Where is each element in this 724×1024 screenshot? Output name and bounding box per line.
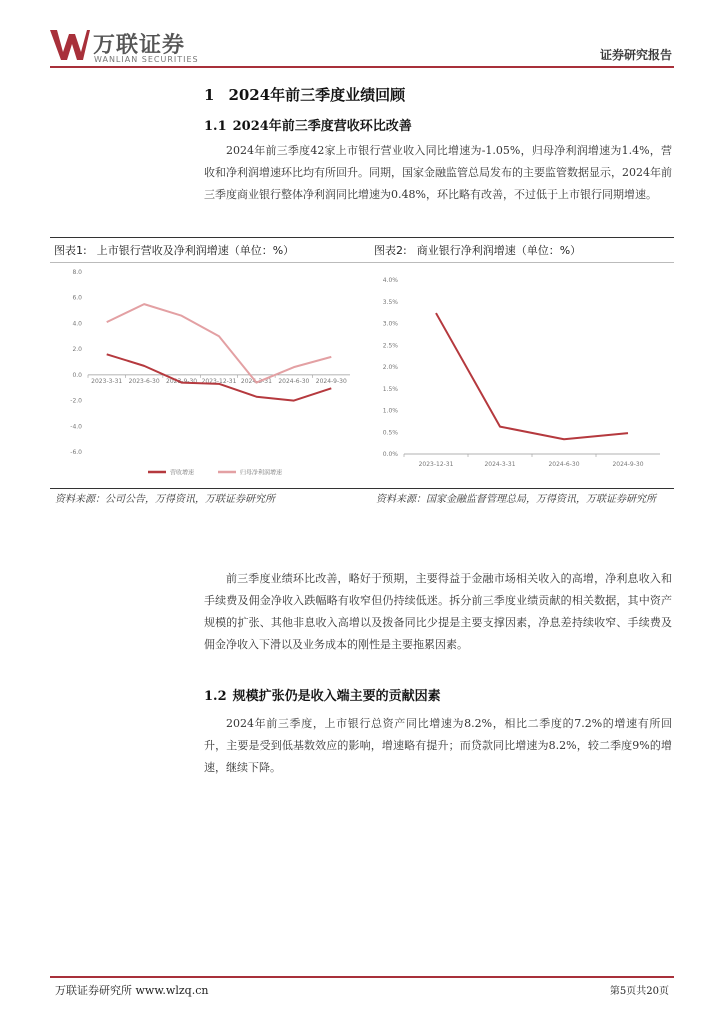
y-tick-label: -6.0	[70, 449, 82, 456]
x-tick-label: 2023-6-30	[128, 377, 160, 385]
figure2-title-text: 商业银行净利润增速（单位：%）	[416, 244, 582, 257]
figure1-label: 图表1:	[54, 244, 87, 257]
y-tick-label: 4.0	[72, 320, 82, 328]
section-number: 1	[204, 86, 215, 104]
subsection-number: 1.2	[204, 689, 227, 704]
x-tick-label: 2023-12-31	[201, 377, 237, 385]
y-tick-label: 2.0	[72, 346, 82, 354]
subsection-title: 规模扩张仍是收入端主要的贡献因素	[232, 689, 441, 704]
x-tick-label: 2024-6-30	[278, 377, 310, 385]
y-tick-label: 0.5%	[382, 429, 398, 437]
header-divider	[50, 66, 674, 68]
section-heading	[204, 84, 405, 105]
chart-revenue-profit-growth	[50, 262, 365, 484]
x-tick-label: 2023-3-31	[91, 377, 123, 385]
paragraph-revenue-growth: 2024年前三季度42家上市银行营业收入同比增速为-1.05%，归母净利润增速为1.4%，营收和净利润增速环比均有所回升。同期，国家金融监管总局发布的主要监管数据显示，2024年前三季度商业银行整体净利润同比增速为0.48%，环比略有改善，不过低于上市银行同期增速。	[204, 144, 672, 201]
x-tick-label: 2024-3-31	[484, 461, 516, 468]
subsection-heading-1-1	[204, 115, 412, 134]
paragraph-scale-expansion: 2024年前三季度，上市银行总资产同比增速为8.2%，相比二季度的7.2%的增速有所回升，主要是受到低基数效应的影响，增速略有提升；而贷款同比增速为8.2%，较二季度9%的增速，继续下降。	[204, 717, 672, 774]
y-tick-label: 4.0%	[382, 277, 398, 284]
y-tick-label: 8.0	[72, 269, 82, 276]
y-tick-label: -2.0	[70, 397, 82, 405]
subsection-number: 1.1	[204, 119, 227, 134]
footer-website: 万联证券研究所 www.wlzq.cn	[55, 984, 209, 997]
y-tick-label: 0.0	[72, 371, 82, 379]
logo-english: WANLIAN SECURITIES	[94, 55, 199, 64]
legend-label: 营收增速	[170, 469, 195, 477]
figure2-label: 图表2:	[374, 244, 407, 257]
logo-text: 万联证券	[93, 33, 186, 58]
y-tick-label: 1.0%	[382, 407, 398, 415]
x-tick-label: 2023-12-31	[418, 461, 454, 468]
y-tick-label: 2.0%	[382, 364, 398, 371]
y-tick-label: 1.5%	[382, 385, 398, 393]
section-title: 2024年前三季度业绩回顾	[228, 86, 406, 104]
figure1-title-text: 上市银行营收及净利润增速（单位：%）	[96, 244, 295, 257]
footer-divider	[50, 976, 674, 978]
figure1-source: 资料来源：公司公告，万得资讯，万联证券研究所	[55, 494, 275, 505]
y-tick-label: 3.5%	[382, 298, 398, 306]
figure2-title	[374, 242, 581, 258]
x-tick-label: 2024-3-31	[240, 377, 272, 385]
figure1-title	[54, 242, 294, 258]
x-tick-label: 2024-6-30	[548, 461, 580, 468]
report-type-label: 证券研究报告	[599, 48, 672, 62]
y-tick-label: 6.0	[72, 294, 82, 302]
y-tick-label: 3.0%	[382, 320, 398, 328]
paragraph-performance-analysis: 前三季度业绩环比改善，略好于预期，主要得益于金融市场相关收入的高增，净利息收入和手续费及佣金净收入跌幅略有收窄但仍持续低迷。拆分前三季度业绩贡献的相关数据，其中资产规模的扩张、其他非息收入高增以及拨备同比少提是主要支撑因素，净息差持续收窄、手续费及佣金净收入下滑以及业务成本的刚性是主要拖累因素。	[204, 572, 672, 651]
subsection-heading-1-2	[204, 685, 441, 704]
x-tick-label: 2024-9-30	[315, 377, 347, 385]
y-tick-label: 2.5%	[382, 342, 398, 350]
y-tick-label: -4.0	[70, 423, 82, 431]
figure-header-row	[50, 237, 674, 263]
figure-bottom-divider	[50, 488, 674, 489]
logo-w-icon	[50, 30, 90, 60]
subsection-title: 2024年前三季度营收环比改善	[232, 119, 412, 134]
chart-commercial-bank-profit-growth	[370, 262, 674, 484]
page-header	[0, 0, 724, 70]
series-line	[107, 304, 332, 382]
y-tick-label: 0.0%	[382, 451, 398, 458]
series-line	[436, 313, 628, 439]
footer-page-number: 第5页共20页	[609, 986, 669, 997]
x-tick-label: 2023-9-30	[166, 377, 198, 385]
x-tick-label: 2024-9-30	[612, 461, 644, 468]
legend-label: 归母净利润增速	[240, 469, 283, 477]
figure2-source: 资料来源：国家金融监督管理总局，万得资讯，万联证券研究所	[376, 494, 656, 505]
